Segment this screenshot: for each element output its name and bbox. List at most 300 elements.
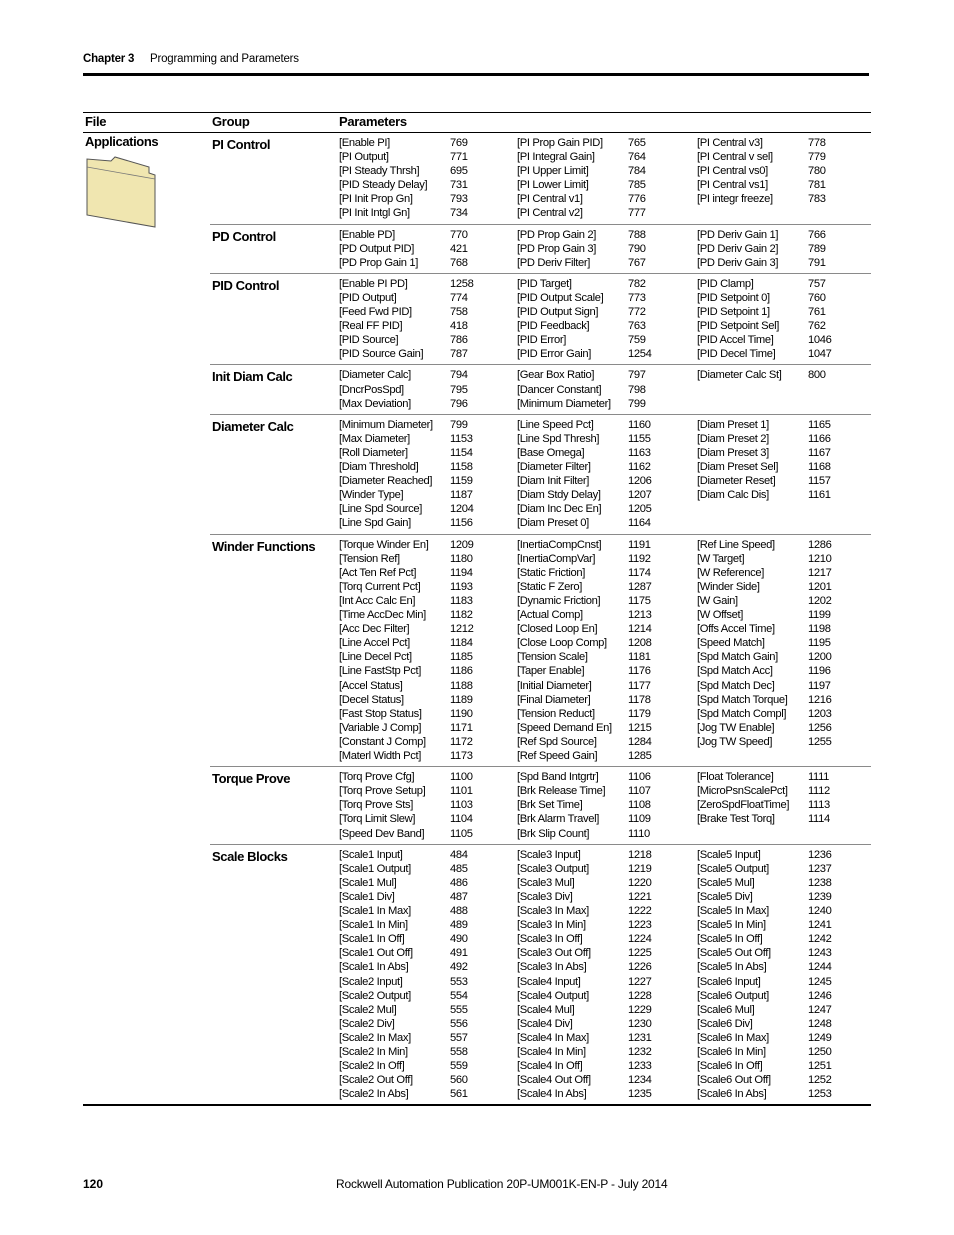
parameter-entry — [339, 876, 468, 890]
parameter-entry — [697, 228, 826, 242]
parameter-entry — [517, 693, 651, 707]
parameter-entry — [697, 904, 832, 918]
table-header — [83, 113, 871, 133]
parameter-number: 1238 — [808, 876, 832, 889]
group-name: Winder Functions — [212, 538, 316, 554]
parameter-column — [697, 277, 832, 362]
parameter-number: 488 — [450, 905, 468, 918]
parameter-name: [Scale4 Input] — [517, 975, 581, 988]
parameter-number: 418 — [450, 320, 468, 333]
parameter-name: [Line FastStp Pct] — [339, 665, 421, 678]
parameter-number: 1100 — [450, 771, 473, 784]
parameter-column — [697, 770, 830, 826]
parameter-entry — [517, 946, 652, 960]
parameter-number: 763 — [628, 320, 646, 333]
parameter-number: 1212 — [450, 623, 474, 636]
parameter-number: 772 — [628, 306, 646, 319]
parameter-column — [339, 538, 474, 764]
parameter-entry — [517, 305, 646, 319]
parameter-number: 1113 — [808, 799, 830, 812]
parameter-entry — [339, 721, 473, 735]
parameter-name: [Diameter Calc St] — [697, 369, 782, 382]
parameter-entry — [517, 566, 651, 580]
parameter-entry — [697, 1059, 832, 1073]
parameter-name: [Scale2 In Off] — [339, 1060, 405, 1073]
group-name: PD Control — [212, 228, 276, 244]
parameter-number: 1168 — [808, 461, 831, 474]
parameter-name: [Spd Band Intgrtr] — [517, 771, 599, 784]
parameter-entry — [339, 178, 468, 192]
parameter-name: [PD Prop Gain 3] — [517, 242, 596, 255]
parameter-entry — [697, 664, 831, 678]
parameter-entry — [697, 932, 832, 946]
parameter-number: 794 — [450, 369, 468, 382]
column-header-parameters: Parameters — [339, 114, 407, 129]
parameter-name: [Scale5 Div] — [697, 890, 753, 903]
parameter-number: 1162 — [628, 461, 651, 474]
parameter-name: [Scale6 In Min] — [697, 1045, 766, 1058]
parameter-name: [Winder Side] — [697, 580, 760, 593]
parameter-number: 780 — [808, 165, 826, 178]
parameter-name: [Scale1 Mul] — [339, 876, 397, 889]
parameter-entry — [517, 580, 652, 594]
parameter-entry — [517, 1017, 652, 1031]
parameter-entry — [517, 721, 652, 735]
parameter-entry — [339, 608, 473, 622]
parameter-number: 1186 — [450, 665, 473, 678]
parameter-entry — [517, 1003, 652, 1017]
parameter-name: [Speed Match] — [697, 637, 765, 650]
parameter-number: 1188 — [450, 679, 473, 692]
header-rule — [83, 73, 869, 76]
parameter-number: 1193 — [450, 580, 473, 593]
parameter-entry — [697, 608, 831, 622]
parameter-entry — [697, 150, 826, 164]
parameter-number: 1183 — [450, 594, 473, 607]
parameter-name: [PI Central vs1] — [697, 179, 768, 192]
parameter-entry — [339, 538, 474, 552]
parameter-name: [Closed Loop En] — [517, 623, 598, 636]
parameter-name: [Scale3 In Min] — [517, 919, 586, 932]
parameter-name: [W Target] — [697, 552, 745, 565]
parameter-entry — [517, 432, 651, 446]
parameter-entry — [339, 679, 473, 693]
parameter-entry — [517, 650, 651, 664]
parameter-entry — [697, 989, 832, 1003]
parameter-number: 1165 — [808, 418, 831, 431]
parameter-entry — [339, 333, 468, 347]
parameter-name: [Scale2 Out Off] — [339, 1074, 413, 1087]
parameter-name: [Torq Current Pct] — [339, 580, 421, 593]
parameter-name: [PID Setpoint 0] — [697, 291, 770, 304]
parameter-entry — [339, 566, 473, 580]
parameter-number: 1171 — [450, 721, 473, 734]
parameter-entry — [517, 319, 646, 333]
parameter-name: [Scale1 In Min] — [339, 919, 408, 932]
parameter-name: [Diam Preset 0] — [517, 517, 589, 530]
parameter-column — [697, 848, 832, 1102]
group-name: Diameter Calc — [212, 418, 294, 434]
parameter-name: [Minimum Diameter] — [339, 418, 433, 431]
parameter-number: 1240 — [808, 905, 832, 918]
parameter-column — [517, 418, 652, 531]
parameter-number: 1109 — [628, 813, 651, 826]
parameter-column — [339, 277, 474, 362]
parameter-number: 1249 — [808, 1031, 832, 1044]
parameter-number: 1233 — [628, 1060, 652, 1073]
parameter-number: 1222 — [628, 905, 652, 918]
parameter-entry — [697, 848, 832, 862]
parameter-name: [PID Steady Delay] — [339, 179, 428, 192]
parameter-entry — [339, 904, 468, 918]
parameter-number: 1189 — [450, 693, 473, 706]
parameter-entry — [339, 460, 473, 474]
parameter-name: [Scale6 In Abs] — [697, 1088, 767, 1101]
parameter-number: 782 — [628, 277, 646, 290]
parameter-name: [Final Diameter] — [517, 693, 591, 706]
group-row — [210, 414, 871, 534]
parameter-number: 1201 — [808, 580, 832, 593]
parameter-entry — [697, 460, 831, 474]
parameter-column — [339, 136, 468, 221]
parameter-entry — [517, 242, 646, 256]
parameter-number: 1158 — [450, 461, 473, 474]
parameter-number: 800 — [808, 369, 826, 382]
parameter-entry — [339, 516, 473, 530]
parameter-number: 764 — [628, 151, 646, 164]
parameter-column — [517, 228, 646, 270]
parameter-entry — [517, 636, 652, 650]
parameter-entry — [517, 164, 646, 178]
parameter-name: [Base Omega] — [517, 446, 585, 459]
parameter-name: [Spd Match Acc] — [697, 665, 773, 678]
column-header-file: File — [85, 114, 107, 129]
parameter-number: 1179 — [628, 707, 651, 720]
parameter-number: 1195 — [808, 637, 831, 650]
parameter-entry — [517, 904, 652, 918]
parameter-number: 1225 — [628, 947, 652, 960]
parameter-name: [W Reference] — [697, 566, 764, 579]
parameter-number: 799 — [450, 418, 468, 431]
parameter-name: [PID Source Gain] — [339, 348, 424, 361]
parameter-entry — [517, 1073, 652, 1087]
parameter-entry — [697, 798, 830, 812]
parameter-name: [Scale3 In Abs] — [517, 961, 587, 974]
parameter-entry — [697, 192, 826, 206]
parameter-number: 1286 — [808, 538, 832, 551]
parameter-entry — [517, 890, 652, 904]
parameter-entry — [517, 516, 651, 530]
column-header-group: Group — [212, 114, 250, 129]
parameter-name: [Speed Demand En] — [517, 721, 612, 734]
parameter-name: [PI Central v1] — [517, 193, 583, 206]
parameter-number: 486 — [450, 876, 468, 889]
parameter-entry — [517, 552, 651, 566]
parameter-number: 1209 — [450, 538, 474, 551]
parameter-name: [Scale5 In Abs] — [697, 961, 767, 974]
parameter-entry — [517, 812, 651, 826]
parameter-name: [Diameter Reset] — [697, 475, 776, 488]
group-name: PID Control — [212, 277, 280, 293]
parameter-number: 790 — [628, 242, 646, 255]
parameter-entry — [517, 664, 651, 678]
parameter-entry — [697, 418, 831, 432]
parameter-column — [339, 848, 468, 1102]
parameter-number: 485 — [450, 862, 468, 875]
parameter-entry — [697, 474, 831, 488]
parameter-entry — [697, 552, 832, 566]
parameter-name: [Winder Type] — [339, 489, 404, 502]
parameter-number: 731 — [450, 179, 468, 192]
parameter-number: 1177 — [628, 679, 651, 692]
parameter-number: 1107 — [628, 785, 651, 798]
parameter-number: 1243 — [808, 947, 832, 960]
parameter-entry — [517, 397, 646, 411]
parameter-name: [Scale4 Out Off] — [517, 1074, 591, 1087]
parameter-number: 1236 — [808, 848, 832, 861]
parameter-entry — [339, 890, 468, 904]
parameter-name: [Line Decel Pct] — [339, 651, 412, 664]
parameter-entry — [697, 946, 832, 960]
parameter-number: 1258 — [450, 277, 474, 290]
parameter-number: 1208 — [628, 637, 652, 650]
parameter-number: 1199 — [808, 609, 831, 622]
parameter-name: [Real FF PID] — [339, 320, 403, 333]
parameter-number: 1220 — [628, 876, 652, 889]
parameter-name: [W Offset] — [697, 609, 744, 622]
parameter-name: [PID Setpoint Sel] — [697, 320, 780, 333]
parameter-name: [Initial Diameter] — [517, 679, 592, 692]
parameter-entry — [339, 848, 468, 862]
parameter-entry — [517, 228, 646, 242]
parameter-name: [Float Tolerance] — [697, 771, 774, 784]
parameter-name: [Torq Prove Cfg] — [339, 771, 415, 784]
parameter-entry — [339, 650, 473, 664]
parameter-name: [Scale6 In Off] — [697, 1060, 763, 1073]
parameter-name: [Scale2 In Max] — [339, 1031, 411, 1044]
parameter-entry — [517, 876, 652, 890]
parameter-name: [Scale1 In Off] — [339, 933, 405, 946]
parameter-entry — [697, 679, 831, 693]
parameter-entry — [339, 446, 473, 460]
parameter-entry — [517, 798, 651, 812]
parameter-name: [PD Prop Gain 2] — [517, 228, 596, 241]
parameter-number: 490 — [450, 933, 468, 946]
parameter-number: 489 — [450, 919, 468, 932]
parameter-name: [Scale6 Div] — [697, 1017, 753, 1030]
parameter-name: [PD Deriv Filter] — [517, 256, 590, 269]
parameter-entry — [339, 397, 468, 411]
parameter-name: [PI Prop Gain PID] — [517, 137, 603, 149]
parameter-name: [Scale1 Div] — [339, 890, 395, 903]
parameter-name: [Brk Alarm Travel] — [517, 813, 599, 826]
parameter-name: [Scale4 Output] — [517, 989, 589, 1002]
parameter-number: 1172 — [450, 735, 473, 748]
group-row — [210, 766, 871, 844]
parameter-entry — [697, 305, 826, 319]
parameter-number: 1235 — [628, 1088, 652, 1101]
parameter-entry — [697, 347, 832, 361]
parameter-name: [Roll Diameter] — [339, 446, 408, 459]
parameter-number: 791 — [808, 256, 826, 269]
parameter-entry — [339, 770, 473, 784]
parameter-entry — [517, 1031, 652, 1045]
parameter-entry — [697, 136, 826, 150]
parameter-number: 1247 — [808, 1003, 832, 1016]
parameter-entry — [339, 862, 468, 876]
parameter-entry — [517, 277, 646, 291]
parameter-entry — [517, 538, 651, 552]
parameter-entry — [517, 918, 652, 932]
parameter-number: 786 — [450, 334, 468, 347]
parameter-name: [Scale5 In Max] — [697, 905, 769, 918]
parameter-entry — [517, 1045, 652, 1059]
parameter-entry — [517, 368, 646, 382]
parameter-name: [Scale4 In Abs] — [517, 1088, 587, 1101]
parameter-entry — [339, 368, 468, 382]
parameter-name: [Close Loop Comp] — [517, 637, 607, 650]
parameter-name: [Tension Ref] — [339, 552, 400, 565]
parameter-name: [Scale3 Input] — [517, 848, 581, 861]
parameter-number: 1228 — [628, 989, 652, 1002]
parameter-number: 1114 — [808, 813, 830, 826]
parameter-entry — [697, 368, 826, 382]
parameter-number: 783 — [808, 193, 826, 206]
publication-line: Rockwell Automation Publication 20P-UM001K-EN-P - July 2014 — [336, 1177, 668, 1191]
parameter-number: 1284 — [628, 735, 652, 748]
parameter-columns — [339, 535, 871, 762]
parameter-name: [Ref Speed Gain] — [517, 749, 598, 762]
parameter-number: 1157 — [808, 475, 831, 488]
parameter-name: [Scale5 In Off] — [697, 933, 763, 946]
parameter-entry — [339, 932, 468, 946]
parameter-entry — [697, 178, 826, 192]
parameter-name: [PI Central vs0] — [697, 165, 768, 178]
group-name: PI Control — [212, 137, 271, 152]
parameter-entry — [517, 488, 652, 502]
parameter-name: [Gear Box Ratio] — [517, 369, 595, 382]
parameter-number: 1106 — [628, 771, 651, 784]
parameter-number: 558 — [450, 1045, 468, 1058]
parameter-entry — [697, 488, 831, 502]
parameter-name: [Enable PD] — [339, 228, 395, 241]
parameter-entry — [517, 707, 651, 721]
parameter-entry — [697, 876, 832, 890]
parameter-entry — [339, 580, 473, 594]
parameter-entry — [339, 946, 468, 960]
parameter-name: [PID Decel Time] — [697, 348, 776, 361]
parameter-name: [Diameter Reached] — [339, 475, 433, 488]
parameter-name: [InertiaCompVar] — [517, 552, 596, 565]
parameter-number: 1185 — [450, 651, 473, 664]
parameter-name: [Diam Preset 1] — [697, 418, 769, 431]
page-number: 120 — [83, 1177, 104, 1191]
parameter-entry — [517, 1059, 652, 1073]
parameter-number: 1213 — [628, 609, 652, 622]
parameter-name: [Line Spd Source] — [339, 503, 422, 516]
parameter-name: [PI Init Intgl Gn] — [339, 207, 410, 220]
group-name: Scale Blocks — [212, 848, 288, 864]
parameter-name: [Torq Prove Sts] — [339, 799, 413, 812]
parameter-number: 1252 — [808, 1074, 832, 1087]
parameter-entry — [697, 1073, 832, 1087]
parameter-name: [PI Integral Gain] — [517, 151, 595, 164]
parameter-name: [Scale5 Out Off] — [697, 947, 771, 960]
parameter-number: 760 — [808, 291, 826, 304]
parameter-column — [697, 418, 831, 503]
parameter-name: [Static Friction] — [517, 566, 586, 579]
parameter-name: [Spd Match Torque] — [697, 693, 788, 706]
parameter-column — [339, 368, 468, 410]
parameter-entry — [339, 432, 473, 446]
parameter-column — [339, 418, 474, 531]
parameter-entry — [517, 502, 652, 516]
parameter-entry — [339, 164, 468, 178]
parameter-column — [517, 368, 646, 410]
parameter-number: 1253 — [808, 1088, 832, 1101]
folder-icon — [85, 153, 157, 229]
parameter-number: 1241 — [808, 919, 832, 932]
parameter-name: [Diameter Filter] — [517, 461, 591, 474]
parameter-number: 1190 — [450, 707, 473, 720]
parameter-number: 788 — [628, 228, 646, 241]
parameter-name: [PD Deriv Gain 1] — [697, 228, 779, 241]
parameter-number: 560 — [450, 1074, 468, 1087]
parameter-entry — [339, 136, 468, 150]
parameter-number: 1187 — [450, 489, 473, 502]
parameter-number: 1202 — [808, 594, 832, 607]
parameter-number: 1246 — [808, 989, 832, 1002]
parameter-entry — [339, 418, 468, 432]
parameter-name: [Brake Test Torq] — [697, 813, 775, 826]
parameter-columns — [339, 274, 871, 361]
parameter-name: [Diam Preset 3] — [697, 446, 769, 459]
parameter-entry — [517, 192, 646, 206]
parameter-name: [Enable PI PD] — [339, 277, 408, 290]
parameter-number: 484 — [450, 848, 468, 861]
parameter-name: [Diam Stdy Delay] — [517, 489, 601, 502]
group-row — [210, 534, 871, 767]
parameter-name: [Spd Match Compl] — [697, 707, 787, 720]
parameter-name: [Scale4 In Off] — [517, 1060, 583, 1073]
parameter-entry — [697, 636, 831, 650]
parameter-name: [Scale1 Input] — [339, 848, 403, 861]
parameter-number: 1239 — [808, 890, 832, 903]
parameter-name: [PD Output PID] — [339, 242, 414, 255]
parameter-name: [Scale1 In Abs] — [339, 961, 409, 974]
parameter-entry — [339, 192, 468, 206]
parameter-entry — [517, 136, 646, 150]
parameter-entry — [697, 1045, 832, 1059]
parameter-number: 1250 — [808, 1045, 832, 1058]
group-row — [210, 224, 871, 273]
parameter-entry — [697, 566, 832, 580]
parameter-number: 1163 — [628, 446, 651, 459]
parameter-columns — [339, 845, 871, 1101]
parameter-number: 1156 — [450, 517, 473, 530]
parameter-number: 769 — [450, 137, 468, 149]
parameter-name: [Diam Preset 2] — [697, 432, 769, 445]
parameter-name: [Scale2 Input] — [339, 975, 403, 988]
parameter-name: [PD Prop Gain 1] — [339, 256, 418, 269]
parameter-number: 1110 — [628, 827, 650, 840]
parameter-number: 1160 — [628, 418, 651, 431]
parameter-entry — [697, 446, 831, 460]
parameter-name: [PD Deriv Gain 3] — [697, 256, 779, 269]
parameter-number: 778 — [808, 137, 826, 149]
parameter-name: [Scale6 Input] — [697, 975, 761, 988]
parameter-number: 1173 — [450, 749, 473, 762]
